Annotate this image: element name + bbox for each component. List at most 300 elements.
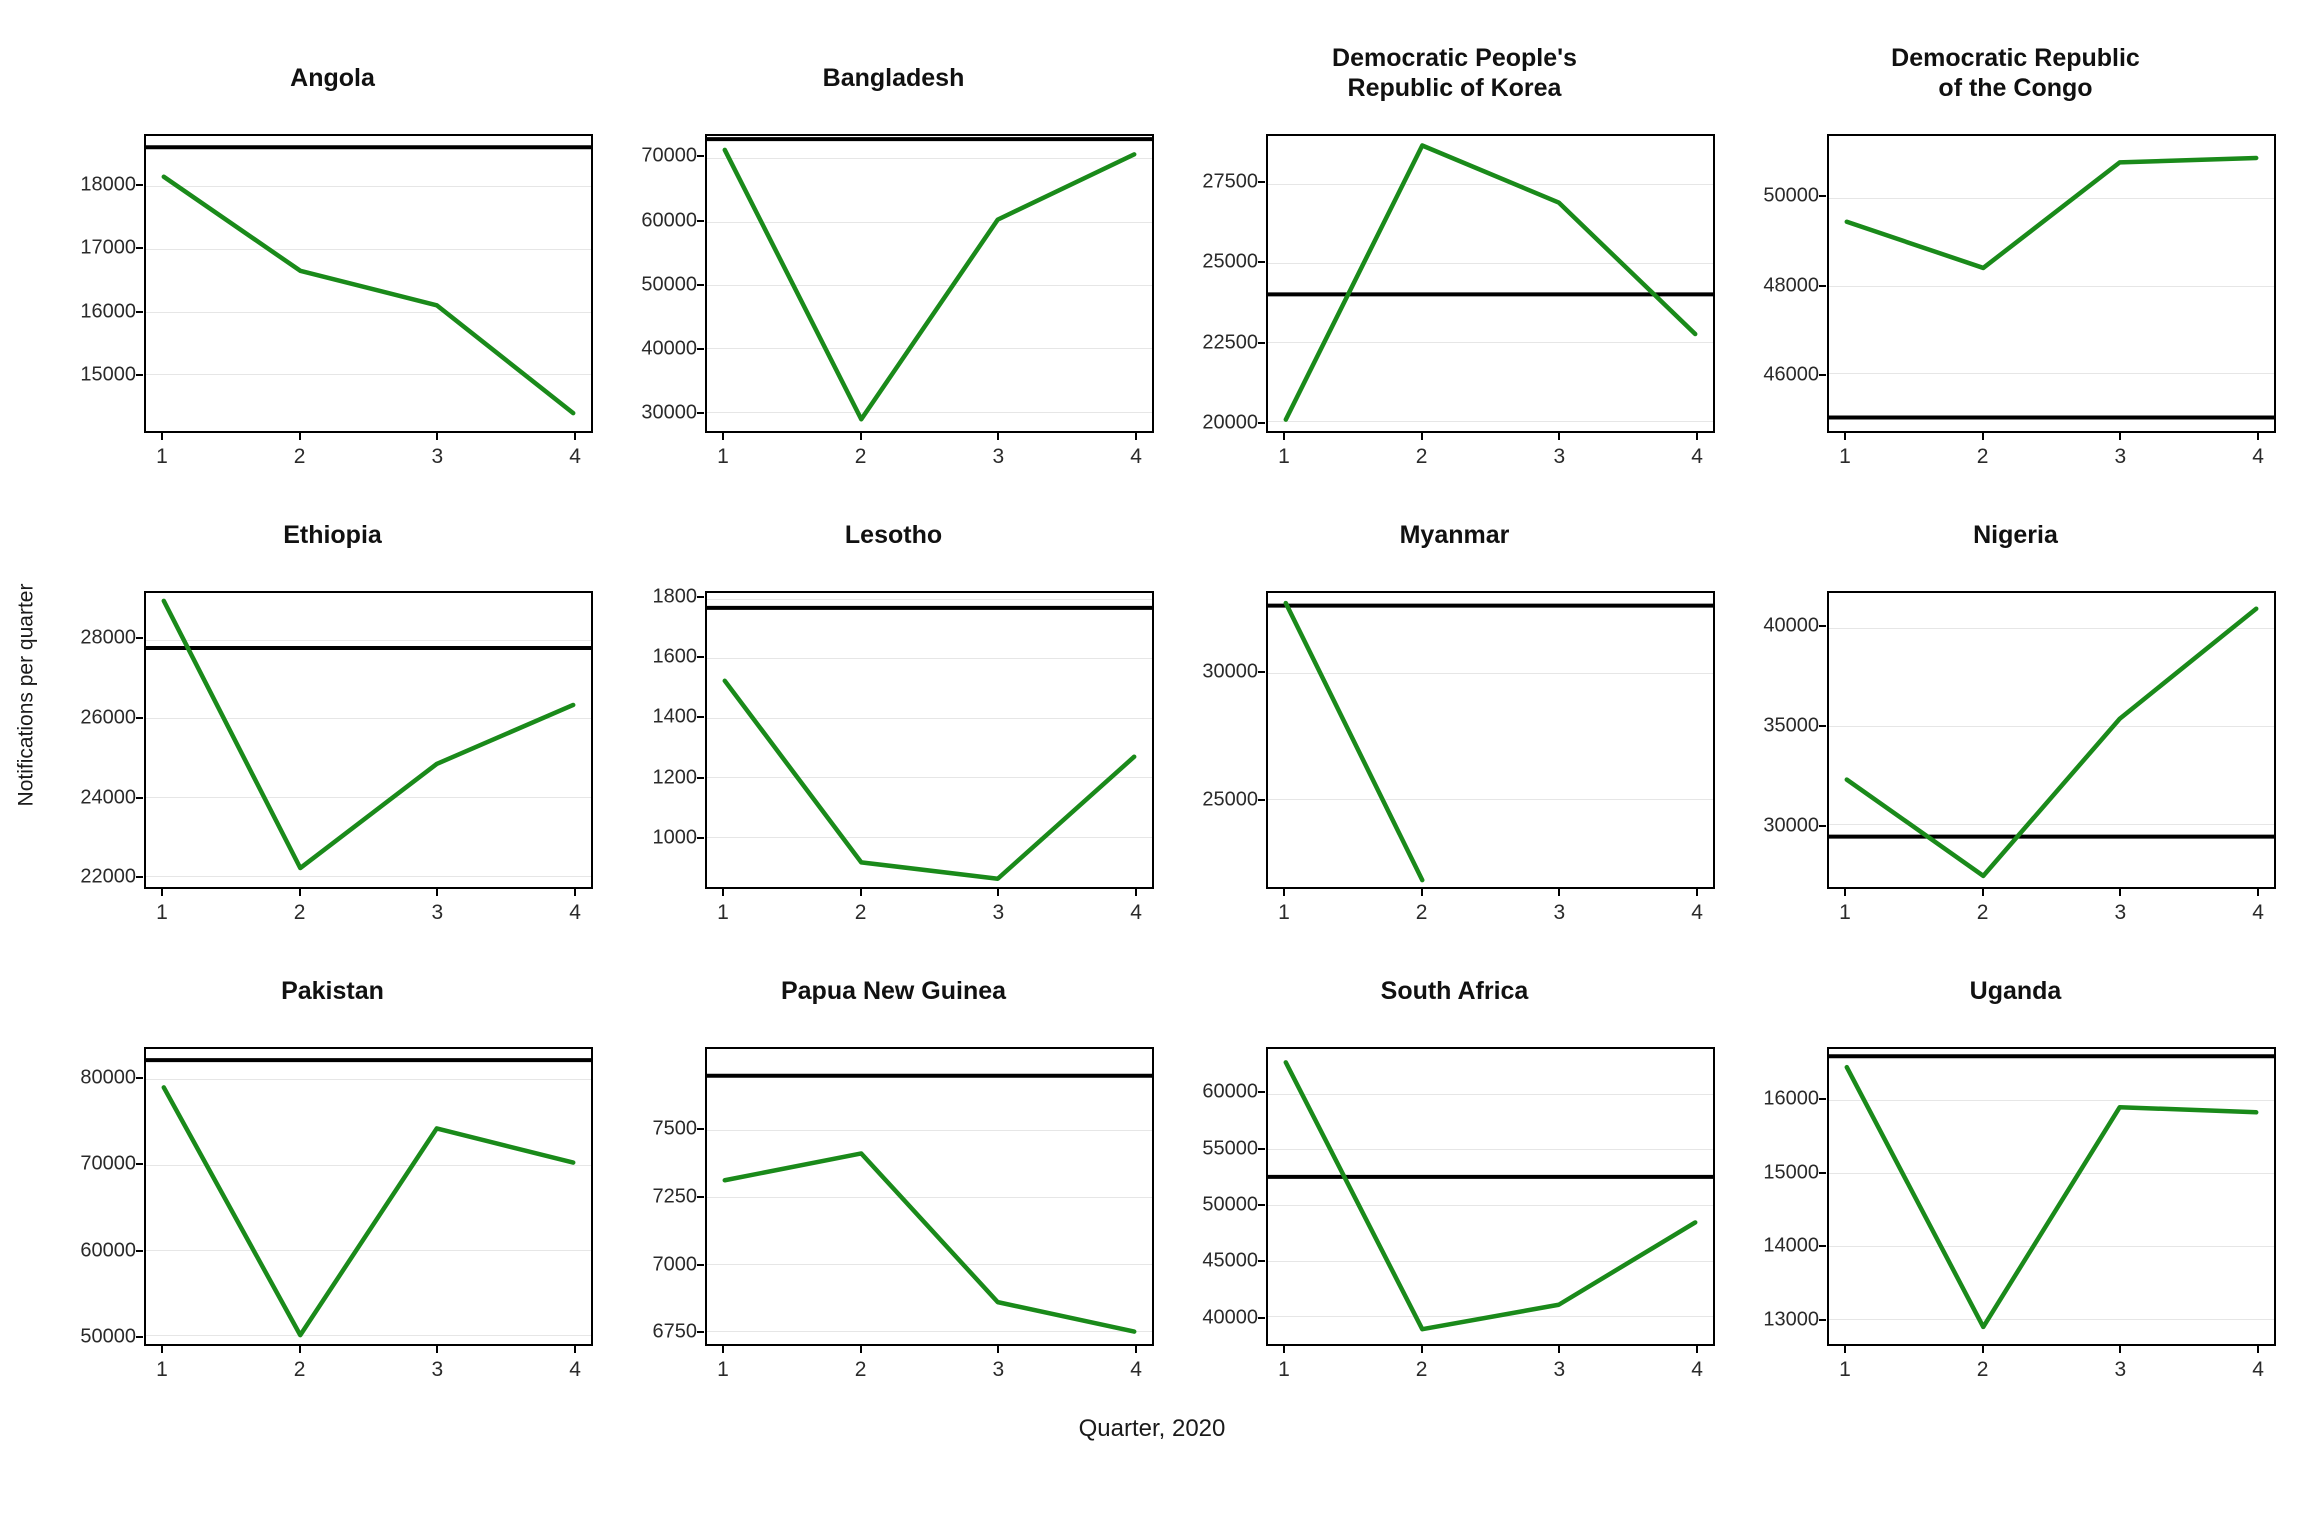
panel-title: [52, 521, 613, 551]
x-tick-label: 3: [1553, 901, 1566, 925]
panel-title-line: Myanmar: [1399, 520, 1510, 549]
x-tick-label: 4: [569, 901, 581, 925]
y-tick-mark: [1258, 342, 1265, 344]
x-tick-label: 3: [992, 901, 1005, 925]
series-line: [725, 150, 1134, 419]
x-tick-label: 4: [2252, 1357, 2264, 1381]
y-tick-label: 1000: [652, 826, 697, 849]
x-tick-mark: [860, 433, 862, 440]
plot-area: [705, 1047, 1154, 1346]
y-tick-mark: [136, 374, 143, 376]
panel-title: [1174, 977, 1735, 1007]
series-svg: [1829, 593, 2274, 888]
x-tick-mark: [574, 889, 576, 896]
x-tick-labels: [144, 1346, 593, 1394]
y-tick-label: 20000: [1202, 411, 1258, 434]
plot-area: [1827, 1047, 2276, 1346]
x-tick-mark: [997, 433, 999, 440]
y-tick-label: 24000: [80, 786, 136, 809]
x-tick-mark: [2257, 889, 2259, 896]
series-svg: [1829, 136, 2274, 431]
plot-area: [1266, 134, 1715, 433]
x-tick-labels: [705, 433, 1154, 481]
y-tick-mark: [1819, 1245, 1826, 1247]
x-tick-label: 1: [1839, 901, 1851, 925]
panel-title-line: South Africa: [1380, 977, 1529, 1006]
y-tick-label: 18000: [80, 173, 136, 196]
y-tick-mark: [136, 797, 143, 799]
y-tick-mark: [1819, 825, 1826, 827]
x-tick-mark: [1135, 433, 1137, 440]
panel-title: [1174, 44, 1735, 103]
y-tick-mark: [1819, 285, 1826, 287]
panel-title: [613, 64, 1174, 94]
y-tick-label: 50000: [1763, 184, 1819, 207]
x-tick-label: 4: [2252, 901, 2264, 925]
panel-title-line: Papua New Guinea: [780, 977, 1007, 1006]
series-svg: [707, 1049, 1152, 1344]
y-tick-label: 25000: [1202, 788, 1258, 811]
plot-wrapper: [1174, 1047, 1735, 1394]
x-tick-mark: [436, 1346, 438, 1353]
x-tick-mark: [722, 433, 724, 440]
x-tick-label: 3: [992, 1357, 1005, 1381]
y-tick-label: 30000: [1202, 660, 1258, 683]
x-tick-label: 3: [2114, 444, 2127, 468]
series-line: [1286, 603, 1422, 880]
x-tick-labels: [705, 889, 1154, 937]
y-tick-mark: [697, 596, 704, 598]
plot-wrapper: [1735, 1047, 2296, 1394]
y-tick-label: 1400: [652, 705, 697, 728]
y-tick-label: 30000: [641, 401, 697, 424]
plot-area: [705, 134, 1154, 433]
x-tick-mark: [1421, 1346, 1423, 1353]
x-tick-mark: [2257, 1346, 2259, 1353]
plot-wrapper: [52, 134, 613, 481]
x-tick-label: 3: [431, 901, 444, 925]
x-tick-mark: [1696, 1346, 1698, 1353]
x-tick-label: 3: [2114, 1357, 2127, 1381]
series-line: [1847, 158, 2256, 268]
x-tick-label: 4: [1130, 901, 1142, 925]
y-tick-label: 30000: [1763, 814, 1819, 837]
y-tick-labels: [52, 1047, 144, 1346]
y-tick-mark: [697, 348, 704, 350]
x-tick-mark: [860, 1346, 862, 1353]
y-tick-mark: [1819, 195, 1826, 197]
x-tick-label: 4: [569, 444, 581, 468]
x-tick-label: 1: [1839, 444, 1851, 468]
x-tick-mark: [2257, 433, 2259, 440]
x-tick-label: 2: [854, 444, 867, 468]
y-tick-mark: [1258, 799, 1265, 801]
y-tick-label: 22500: [1202, 331, 1258, 354]
y-tick-mark: [136, 247, 143, 249]
x-tick-mark: [1844, 433, 1846, 440]
x-tick-label: 2: [1415, 1357, 1428, 1381]
x-tick-label: 3: [431, 444, 444, 468]
y-tick-label: 22000: [80, 865, 136, 888]
plot-area: [1266, 1047, 1715, 1346]
x-tick-mark: [2119, 433, 2121, 440]
panel-title-line: Lesotho: [844, 520, 943, 549]
y-tick-mark: [1819, 1319, 1826, 1321]
x-tick-mark: [1283, 889, 1285, 896]
y-tick-label: 13000: [1763, 1308, 1819, 1331]
y-tick-label: 14000: [1763, 1234, 1819, 1257]
x-tick-mark: [860, 889, 862, 896]
y-tick-mark: [697, 1331, 704, 1333]
y-tick-mark: [1819, 1172, 1826, 1174]
plot-area: [144, 591, 593, 890]
x-tick-mark: [161, 889, 163, 896]
y-tick-labels: [613, 585, 705, 890]
y-tick-mark: [697, 1196, 704, 1198]
y-tick-labels: [1174, 1047, 1266, 1346]
x-tick-label: 4: [1691, 1357, 1703, 1381]
x-tick-label: 3: [1553, 444, 1566, 468]
y-tick-labels: [613, 134, 705, 433]
x-tick-mark: [299, 889, 301, 896]
x-tick-labels: [144, 433, 593, 481]
y-tick-mark: [697, 155, 704, 157]
x-tick-label: 2: [1976, 444, 1989, 468]
y-tick-mark: [1258, 261, 1265, 263]
y-tick-mark: [136, 876, 143, 878]
x-tick-label: 2: [293, 1357, 306, 1381]
y-tick-label: 25000: [1202, 250, 1258, 273]
x-tick-mark: [1558, 1346, 1560, 1353]
x-tick-mark: [1696, 433, 1698, 440]
y-tick-label: 80000: [80, 1066, 136, 1089]
x-tick-label: 1: [156, 444, 168, 468]
x-tick-label: 2: [1415, 444, 1428, 468]
y-tick-labels: [1735, 134, 1827, 433]
x-tick-label: 3: [992, 444, 1005, 468]
y-tick-label: 28000: [80, 626, 136, 649]
x-tick-label: 1: [156, 901, 168, 925]
x-tick-mark: [997, 1346, 999, 1353]
panel-title-line: Bangladesh: [822, 64, 965, 92]
y-tick-mark: [136, 311, 143, 313]
x-tick-label: 3: [1553, 1357, 1566, 1381]
x-tick-labels: [1266, 889, 1715, 937]
x-tick-mark: [161, 433, 163, 440]
y-tick-label: 70000: [641, 144, 697, 167]
x-tick-label: 1: [1278, 1357, 1290, 1381]
chart-panel: [1174, 937, 1735, 1394]
x-tick-mark: [161, 1346, 163, 1353]
y-tick-mark: [1819, 1098, 1826, 1100]
plot-wrapper: [1735, 591, 2296, 938]
x-tick-label: 1: [156, 1357, 168, 1381]
x-tick-mark: [1421, 433, 1423, 440]
x-tick-label: 1: [1278, 901, 1290, 925]
x-tick-mark: [299, 1346, 301, 1353]
chart-panel: [1735, 481, 2296, 938]
x-axis-label: [0, 1415, 2304, 1443]
y-tick-mark: [697, 837, 704, 839]
series-line: [1286, 146, 1695, 420]
x-axis-label-text: Quarter, 2020: [1078, 1415, 1226, 1442]
x-tick-mark: [299, 433, 301, 440]
panel-title-line: Democratic Republic: [1891, 44, 2140, 72]
series-line: [725, 1154, 1134, 1332]
y-tick-mark: [1819, 625, 1826, 627]
y-axis-label: [6, 0, 46, 1390]
x-tick-label: 3: [431, 1357, 444, 1381]
x-tick-label: 1: [717, 901, 729, 925]
series-line: [725, 680, 1134, 878]
series-line: [164, 1088, 573, 1336]
x-tick-mark: [1283, 1346, 1285, 1353]
x-tick-labels: [1827, 433, 2276, 481]
x-tick-mark: [1982, 889, 1984, 896]
x-tick-mark: [1558, 889, 1560, 896]
y-tick-mark: [1258, 1091, 1265, 1093]
y-tick-label: 60000: [1202, 1080, 1258, 1103]
x-tick-mark: [1421, 889, 1423, 896]
x-tick-mark: [997, 889, 999, 896]
panel-title-line: Uganda: [1969, 977, 2062, 1006]
x-tick-label: 4: [1130, 1357, 1142, 1381]
panel-title: [1735, 977, 2296, 1007]
y-tick-label: 40000: [641, 337, 697, 360]
y-tick-mark: [697, 1264, 704, 1266]
y-tick-label: 17000: [80, 236, 136, 259]
series-svg: [146, 1049, 591, 1344]
x-tick-label: 3: [2114, 901, 2127, 925]
series-svg: [1268, 136, 1713, 431]
y-tick-label: 26000: [80, 706, 136, 729]
y-tick-mark: [697, 1128, 704, 1130]
y-tick-label: 40000: [1763, 614, 1819, 637]
plot-wrapper: [52, 1047, 613, 1394]
x-tick-mark: [1135, 889, 1137, 896]
chart-panel: [1735, 24, 2296, 481]
x-tick-labels: [1266, 433, 1715, 481]
y-tick-mark: [136, 184, 143, 186]
y-tick-labels: [1735, 1047, 1827, 1346]
x-tick-label: 4: [569, 1357, 581, 1381]
y-tick-mark: [136, 1336, 143, 1338]
x-tick-label: 4: [1691, 444, 1703, 468]
panel-grid: [52, 24, 2296, 1394]
y-tick-label: 15000: [1763, 1161, 1819, 1184]
y-tick-mark: [1258, 1260, 1265, 1262]
panel-title-line: Angola: [290, 64, 375, 92]
x-tick-label: 1: [717, 1357, 729, 1381]
y-tick-mark: [697, 716, 704, 718]
x-tick-label: 2: [1976, 901, 1989, 925]
series-line: [1286, 1063, 1695, 1330]
y-tick-mark: [697, 656, 704, 658]
plot-wrapper: [613, 134, 1174, 481]
y-tick-mark: [136, 637, 143, 639]
y-tick-label: 50000: [641, 273, 697, 296]
plot-wrapper: [1174, 134, 1735, 481]
y-tick-label: 15000: [80, 363, 136, 386]
y-tick-labels: [1174, 134, 1266, 433]
y-tick-label: 7250: [652, 1185, 697, 1208]
y-tick-labels: [52, 134, 144, 433]
x-tick-label: 2: [854, 901, 867, 925]
chart-panel: [1735, 937, 2296, 1394]
y-tick-mark: [697, 220, 704, 222]
y-tick-label: 16000: [80, 300, 136, 323]
x-tick-mark: [2119, 889, 2121, 896]
y-tick-label: 1200: [652, 766, 697, 789]
x-tick-label: 1: [1278, 444, 1290, 468]
series-svg: [146, 136, 591, 431]
y-tick-label: 45000: [1202, 1249, 1258, 1272]
y-tick-mark: [697, 412, 704, 414]
panel-title-line: Ethiopia: [283, 520, 382, 549]
plot-wrapper: [52, 591, 613, 938]
x-tick-mark: [1283, 433, 1285, 440]
y-tick-mark: [136, 1163, 143, 1165]
y-tick-label: 48000: [1763, 274, 1819, 297]
x-tick-label: 4: [2252, 444, 2264, 468]
panel-title-line: Democratic People's: [1332, 44, 1577, 72]
chart-panel: [1174, 481, 1735, 938]
y-tick-mark: [136, 1077, 143, 1079]
panel-title: [613, 977, 1174, 1007]
series-svg: [1829, 1049, 2274, 1344]
y-tick-mark: [1819, 725, 1826, 727]
y-tick-label: 50000: [80, 1325, 136, 1348]
y-tick-label: 60000: [80, 1239, 136, 1262]
y-tick-label: 40000: [1202, 1306, 1258, 1329]
x-tick-mark: [436, 433, 438, 440]
plot-area: [144, 134, 593, 433]
y-tick-mark: [1258, 1317, 1265, 1319]
y-tick-label: 46000: [1763, 363, 1819, 386]
chart-panel: [52, 24, 613, 481]
x-tick-mark: [1558, 433, 1560, 440]
series-svg: [146, 593, 591, 888]
y-tick-label: 1800: [652, 585, 697, 608]
x-tick-mark: [436, 889, 438, 896]
y-tick-labels: [613, 1047, 705, 1346]
plot-wrapper: [1735, 134, 2296, 481]
panel-title-line: Pakistan: [281, 977, 384, 1006]
y-tick-labels: [1735, 591, 1827, 890]
y-tick-label: 50000: [1202, 1193, 1258, 1216]
x-tick-label: 1: [1839, 1357, 1851, 1381]
series-svg: [1268, 593, 1713, 888]
panel-title: [1735, 44, 2296, 103]
y-tick-mark: [1819, 374, 1826, 376]
y-tick-label: 60000: [641, 209, 697, 232]
chart-panel: [52, 481, 613, 938]
x-tick-label: 2: [293, 444, 306, 468]
x-tick-label: 2: [1415, 901, 1428, 925]
x-tick-label: 4: [1691, 901, 1703, 925]
x-tick-labels: [1266, 1346, 1715, 1394]
plot-area: [144, 1047, 593, 1346]
y-tick-label: 1600: [652, 645, 697, 668]
y-tick-label: 55000: [1202, 1137, 1258, 1160]
x-tick-mark: [1844, 889, 1846, 896]
panel-title: [52, 977, 613, 1007]
x-tick-mark: [1135, 1346, 1137, 1353]
chart-panel: [613, 24, 1174, 481]
x-tick-label: 4: [1130, 444, 1142, 468]
series-svg: [707, 593, 1152, 888]
plot-area: [1266, 591, 1715, 890]
plot-area: [1827, 591, 2276, 890]
x-tick-mark: [1696, 889, 1698, 896]
plot-area: [1827, 134, 2276, 433]
x-tick-mark: [1982, 1346, 1984, 1353]
y-tick-mark: [136, 717, 143, 719]
y-tick-label: 16000: [1763, 1087, 1819, 1110]
x-tick-labels: [1827, 1346, 2276, 1394]
panel-title-line: of the Congo: [1938, 73, 2093, 102]
y-tick-labels: [1174, 591, 1266, 890]
panel-title-line: Republic of Korea: [1347, 73, 1562, 102]
y-axis-label-text: Notifications per quarter: [14, 583, 38, 807]
y-tick-label: 7500: [652, 1117, 697, 1140]
y-tick-mark: [697, 777, 704, 779]
x-tick-mark: [722, 889, 724, 896]
x-tick-mark: [1844, 1346, 1846, 1353]
y-tick-mark: [1258, 422, 1265, 424]
y-tick-mark: [136, 1250, 143, 1252]
x-tick-mark: [2119, 1346, 2121, 1353]
chart-panel: [613, 481, 1174, 938]
x-tick-mark: [574, 1346, 576, 1353]
y-tick-labels: [52, 591, 144, 890]
x-tick-labels: [1827, 889, 2276, 937]
panel-title-line: Nigeria: [1973, 520, 2058, 549]
x-tick-mark: [722, 1346, 724, 1353]
y-tick-label: 6750: [652, 1320, 697, 1343]
y-tick-label: 7000: [652, 1253, 697, 1276]
y-tick-label: 35000: [1763, 714, 1819, 737]
plot-wrapper: [613, 585, 1174, 938]
y-tick-mark: [1258, 1148, 1265, 1150]
x-tick-mark: [1982, 433, 1984, 440]
chart-panel: [1174, 24, 1735, 481]
y-tick-mark: [697, 284, 704, 286]
panel-title: [1174, 521, 1735, 551]
x-tick-label: 1: [717, 444, 729, 468]
panel-title: [613, 521, 1174, 551]
series-line: [164, 177, 573, 413]
x-tick-labels: [705, 1346, 1154, 1394]
y-tick-mark: [1258, 671, 1265, 673]
series-svg: [707, 136, 1152, 431]
chart-panel: [613, 937, 1174, 1394]
panel-title: [1735, 521, 2296, 551]
panel-title: [52, 64, 613, 94]
plot-wrapper: [1174, 591, 1735, 938]
y-tick-label: 70000: [80, 1152, 136, 1175]
x-tick-label: 2: [854, 1357, 867, 1381]
y-tick-mark: [1258, 181, 1265, 183]
series-line: [1847, 1068, 2256, 1328]
series-line: [164, 601, 573, 868]
plot-area: [705, 591, 1154, 890]
y-tick-mark: [1258, 1204, 1265, 1206]
x-tick-mark: [574, 433, 576, 440]
chart-panel: [52, 937, 613, 1394]
x-tick-label: 2: [1976, 1357, 1989, 1381]
series-svg: [1268, 1049, 1713, 1344]
